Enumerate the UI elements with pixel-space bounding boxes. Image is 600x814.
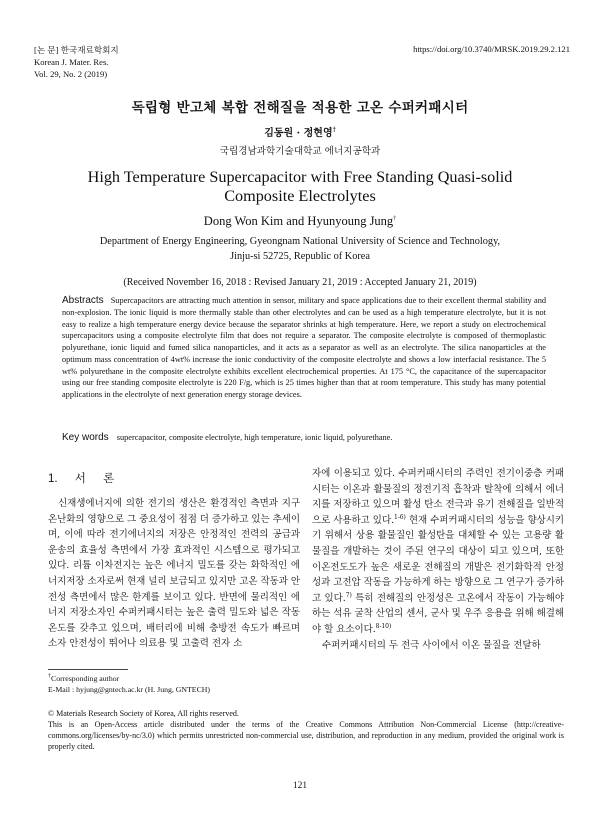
license-block <box>48 708 564 752</box>
footnote-email: E-Mail : hyjung@gntech.ac.kr (H. Jung, GNTECH) <box>48 685 211 694</box>
footnote-corresponding: †Corresponding author <box>48 673 120 683</box>
journal-name-korean: [논 문] 한국재료학회지 <box>34 45 119 55</box>
doi-link[interactable]: https://doi.org/10.3740/MRSK.2019.29.2.121 <box>413 44 570 54</box>
journal-header <box>34 44 119 80</box>
citation: 7) <box>345 591 352 599</box>
abstract-label: Abstracts <box>62 295 104 306</box>
english-title-line-2: Composite Electrolytes <box>224 187 376 205</box>
footnote-divider <box>48 669 128 670</box>
korean-affiliation: 국립경남과학기술대학교 에너지공학과 <box>219 146 381 157</box>
abstract <box>62 295 546 401</box>
license-text: This is an Open-Access article distributed under the terms of the Creative Commons Attribution Non-Commercial License (http://creative-commons.org/licenses/by-nc/3.0) which permits unrestricted non-commercial use, distribution, and reproduction in any medium, provided the original work is properly cited. <box>48 720 564 751</box>
english-title-line-1: High Temperature Supercapacitor with Free Standing Quasi-solid <box>87 168 513 186</box>
citation: 8-10) <box>375 622 392 630</box>
keywords <box>62 432 546 443</box>
body-paragraph: 수퍼커패시터의 두 전극 사이에서 이온 물질을 전달하 <box>322 639 541 651</box>
english-affiliation-line-1: Department of Energy Engineering, Gyeongnam National University of Science and Technology, <box>99 236 501 247</box>
keywords-label: Key words <box>62 432 109 443</box>
english-affiliation <box>0 234 600 264</box>
journal-volume: Vol. 29, No. 2 (2019) <box>34 69 108 79</box>
page-number: 121 <box>292 781 308 791</box>
abstract-text: Supercapacitors are attracting much attention in sensor, military and space applications due to their excellent thermal stability and non-explosion. The ionic liquid is more thermally stable than other electrolytes and can be used as a high temperature electrolyte, but it is not easy to realize a high temperature energy device because the separator shrinks at high temperature. Here, we report a study on electrochemical supercapacitors using a composite electrolyte film that does not require a separator. The composite electrolyte is composed of thermoplastic polyurethane, ionic liquid and fumed silica nanoparticles, and it acts as a separator as well as an electrolyte. The silica nanoparticles at the optimum mass concentration of 4wt% increase the ionic conductivity of the composite electrolyte and shows a low interfacial resistance. The 5 wt% polyurethane in the composite electrolyte exhibits excellent electrochemical properties. At 175 °C, the capacitance of the supercapacitor using our free standing composite electrolyte is 220 F/g, which is 25 times higher than that at room temperature. This study has many potential applications in the electrolyte of next generation energy storage devices. <box>62 296 546 399</box>
english-title <box>0 168 600 206</box>
copyright-notice: © Materials Research Society of Korea, All rights reserved. <box>48 709 239 718</box>
citation: 1-6) <box>394 513 406 521</box>
body-paragraph: 자에 이용되고 있다. 수퍼커패시터의 주력인 전기이중층 커패시터는 이온과 활물질의 정전기적 흡착과 탈착에 의해서 에너지를 저장하고 있으며 활성 탄소 전극과 유기 전해질을 일반적으로 사용하고 있다.$^{1-6)}$ 현재 수퍼커패시터의 성능을 향상시키기 위해서 상용 활물질인 활성탄을 대체할 수 있는 고용량 활물질을 개발하는 것이 주된 연구의 대상이 되고 있으며, 또한 이온전도도가 높은 새로운 전해질의 개발은 전기화학적 안정성과 고전압 작동을 가능하게 하는 방향으로 그 연구가 증가하고 있다.$^{7)}$ 특히 전해질의 안정성은 고온에서 작동이 가능해야 하는 석유 굴착 산업의 센서, 군사 및 우주 응용을 위해 해결해야 할 요소이다.$^{8-10)}$ <box>312 468 564 635</box>
english-authors: Dong Won Kim and Hyunyoung Jung† <box>203 214 397 228</box>
keywords-text: supercapacitor, composite electrolyte, high temperature, ionic liquid, polyurethane. <box>116 433 393 442</box>
body-column-right <box>312 466 564 653</box>
korean-title: 독립형 반고체 복합 전해질을 적용한 고온 수퍼커패시터 <box>131 100 469 116</box>
body-column-left: 신재생에너지에 의한 전기의 생산은 환경적인 측면과 지구 온난화의 영향으로 그 중요성이 점점 더 증가하고 있는 추세이며, 이에 따라 전기에너지의 저장은 안정적인 전력의 공급과 운송의 효율성 측면에서 가장 효과적인 시스템으로 평가되고 있다. 리튬 이차전지는 높은 에너지 밀도를 갖는 화학적인 에너지저장 소자로써 현재 널리 보급되고 있지만 고온 작동과 안전성 측면에서 많은 한계를 보이고 있다. 반면에 물리적인 에너지 저장소자인 수퍼커패시터는 높은 출력 밀도와 넓은 작동 온도를 갖추고 있으며, 배터리에 비해 충방전 속도가 빠르며 소자 안전성이 뛰어나 의료용 및 고출력 전자 소 <box>48 498 300 650</box>
section-heading: 1. 서 론 <box>48 473 115 485</box>
korean-authors: 김동원 · 정현영† <box>264 126 336 139</box>
journal-name-english: Korean J. Mater. Res. <box>34 57 109 67</box>
received-dates: (Received November 16, 2018 : Revised January 21, 2019 : Accepted January 21, 2019) <box>123 277 477 288</box>
english-affiliation-line-2: Jinju-si 52725, Republic of Korea <box>230 251 370 262</box>
footnote <box>48 673 210 695</box>
